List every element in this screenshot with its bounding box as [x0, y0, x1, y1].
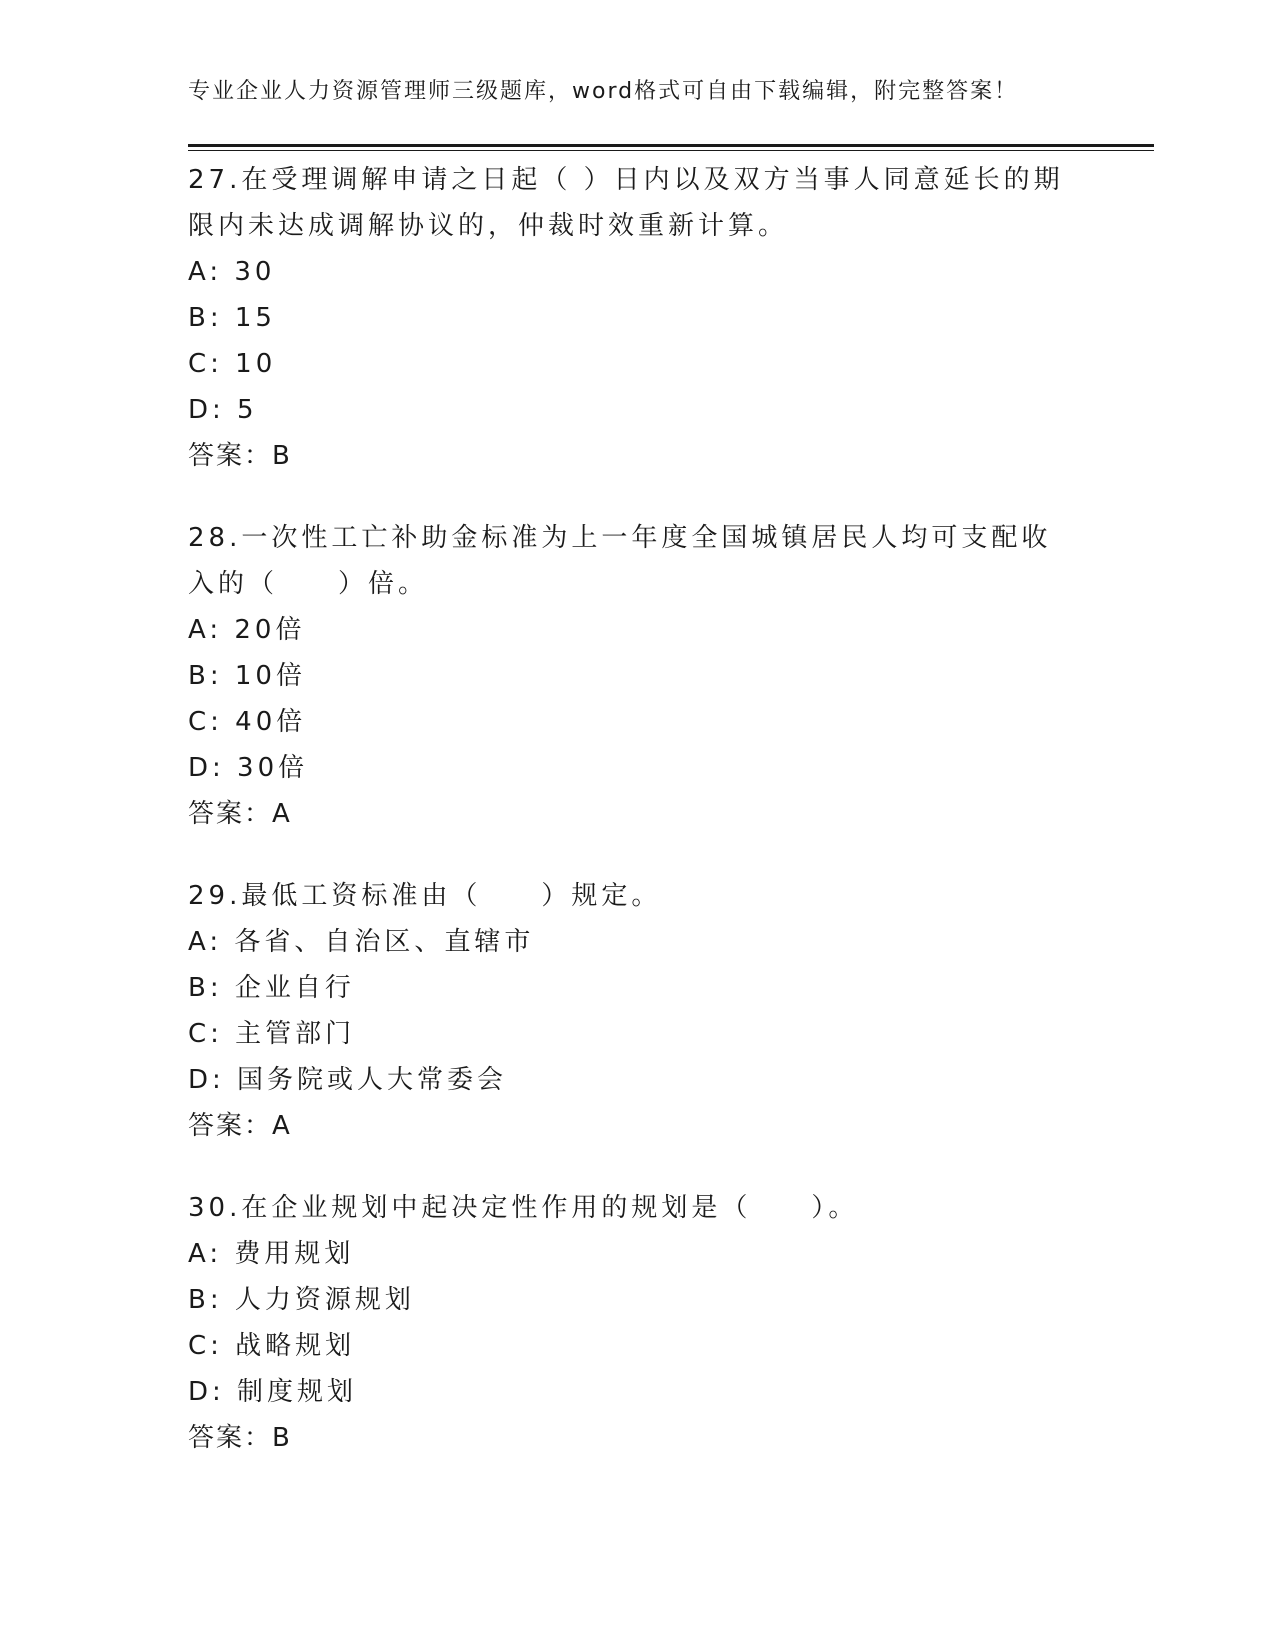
answer-value: B: [272, 441, 290, 471]
header-rule-thin: [188, 150, 1154, 151]
question-text: 30.在企业规划中起决定性作用的规划是（ ）。: [188, 1193, 859, 1223]
option-b: B: 10倍: [188, 661, 306, 691]
answer-line: [188, 433, 1088, 479]
answer-label: 答案：: [188, 1423, 273, 1453]
option-a: A: 费用规划: [188, 1239, 355, 1269]
question-28: [188, 515, 1088, 837]
question-30: [188, 1185, 1088, 1461]
option-c: C: 10: [188, 349, 277, 379]
option-b: B: 人力资源规划: [188, 1285, 415, 1315]
answer-label: 答案：: [188, 799, 273, 829]
header-rule-thick: [188, 144, 1154, 147]
answer-line: [188, 791, 1088, 837]
question-text: 28.一次性工亡补助金标准为上一年度全国城镇居民人均可支配收入的（ ）倍。: [188, 523, 1052, 599]
option-d: D: 5: [188, 395, 258, 425]
option-a: A: 20倍: [188, 615, 306, 645]
option-d: D: 30倍: [188, 753, 309, 783]
answer-value: A: [272, 799, 290, 829]
question-list: [188, 157, 1088, 1497]
answer-value: A: [272, 1111, 290, 1141]
option-c: C: 战略规划: [188, 1331, 356, 1361]
option-a: A: 各省、自治区、直辖市: [188, 927, 535, 957]
question-27: [188, 157, 1088, 479]
option-b: B: 企业自行: [188, 973, 355, 1003]
answer-value: B: [272, 1423, 290, 1453]
option-b: B: 15: [188, 303, 276, 333]
option-d: D: 国务院或人大常委会: [188, 1065, 508, 1095]
question-29: [188, 873, 1088, 1149]
answer-line: [188, 1415, 1088, 1461]
option-c: C: 主管部门: [188, 1019, 356, 1049]
answer-label: 答案：: [188, 1111, 273, 1141]
question-text: 27.在受理调解申请之日起（ ）日内以及双方当事人同意延长的期限内未达成调解协议的，仲裁时效重新计算。: [188, 165, 1064, 241]
option-d: D: 制度规划: [188, 1377, 358, 1407]
answer-line: [188, 1103, 1088, 1149]
question-text: 29.最低工资标准由（ ）规定。: [188, 881, 662, 911]
page-header: 专业企业人力资源管理师三级题库，word格式可自由下载编辑，附完整答案！: [188, 79, 1019, 104]
option-a: A: 30: [188, 257, 276, 287]
answer-label: 答案：: [188, 441, 273, 471]
option-c: C: 40倍: [188, 707, 307, 737]
